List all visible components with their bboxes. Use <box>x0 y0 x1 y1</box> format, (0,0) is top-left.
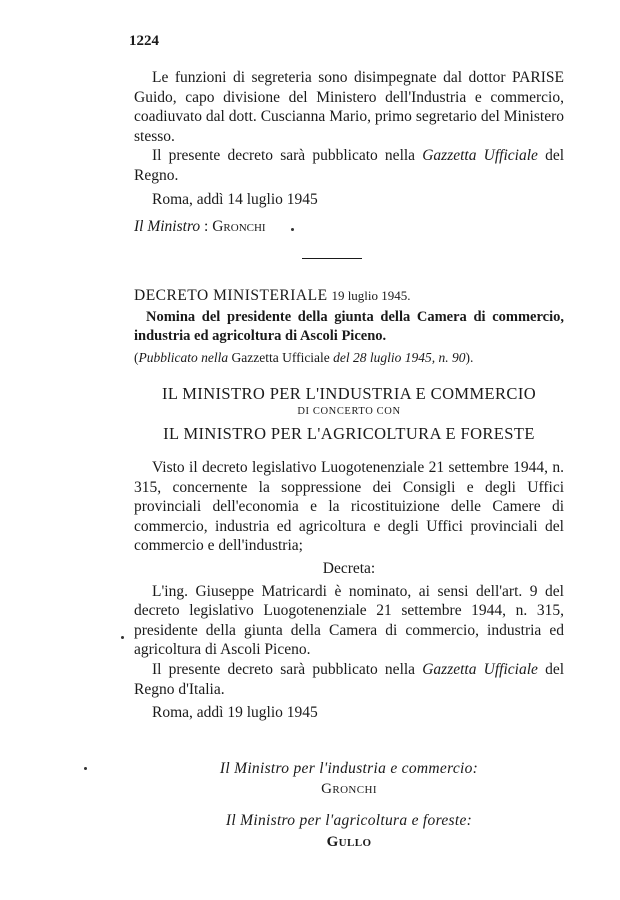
minister-heading-2: IL MINISTRO PER L'AGRICOLTURA E FORESTE <box>163 424 535 443</box>
previous-decree-tail <box>134 68 564 237</box>
print-speck <box>121 636 124 639</box>
signature-name-1: Gronchi <box>321 781 377 797</box>
decree-header <box>134 286 564 367</box>
decree-title-line: DECRETO MINISTERIALE 19 luglio 1945. <box>134 287 411 304</box>
signature-line: Il Ministro : Gronchi <box>134 218 266 236</box>
minister-heading-1: IL MINISTRO PER L'INDUSTRIA E COMMERCIO <box>161 384 537 403</box>
decree-subject: Nomina del presidente della giunta della Camera di commercio, industria ed agricoltura di Ascoli Piceno. <box>134 308 564 345</box>
publication-note: (Pubblicato nella Gazzetta Ufficiale del 28 luglio 1945, n. 90). <box>134 349 474 365</box>
signature-title-1: Il Ministro per l'industria e commercio: <box>219 760 479 777</box>
signature-title-2: Il Ministro per l'agricoltura e foreste: <box>225 812 473 829</box>
visto-paragraph: Visto il decreto legislativo Luogotenenziale 21 settembre 1944, n. 315, concernente la soppressione dei Consigli e degli Uffici provinciali dell'economia e la ricostituizione delle Camere di commercio, industria ed agricoltura e degli Uffici provinciali del commercio e dell'industria; <box>134 459 564 555</box>
concerto-heading: DI CONCERTO CON <box>297 406 401 417</box>
date-line: Roma, addì 14 luglio 1945 <box>152 190 318 208</box>
appointment-paragraph: L'ing. Giuseppe Matricardi è nominato, ai sensi dell'art. 9 del decreto legislativo Luogotenenziale 21 settembre 1944, n. 315, presidente della giunta della Camera di commercio, industria ed agricoltura di Ascoli Piceno. <box>134 582 564 659</box>
page-number: 1224 <box>129 33 159 49</box>
publication-paragraph-2: Il presente decreto sarà pubblicato nella Gazzetta Ufficiale del Regno d'Italia. <box>134 660 564 698</box>
decreta-line: Decreta: <box>322 559 376 577</box>
decree-body <box>134 458 564 723</box>
print-speck <box>84 767 87 770</box>
print-speck <box>291 228 294 231</box>
date-line-2: Roma, addì 19 luglio 1945 <box>152 704 318 722</box>
secretariat-paragraph: Le funzioni di segreteria sono disimpegnate dal dottor PARISE Guido, capo divisione del Ministero dell'Industria e commercio, coadiuvato dal dott. Cuscianna Mario, primo segretario del Ministero stesso. <box>134 69 564 145</box>
signature-name-2: Gullo <box>326 834 372 850</box>
section-divider <box>302 258 362 259</box>
publication-paragraph: Il presente decreto sarà pubblicato nella Gazzetta Ufficiale del Regno. <box>134 147 564 184</box>
